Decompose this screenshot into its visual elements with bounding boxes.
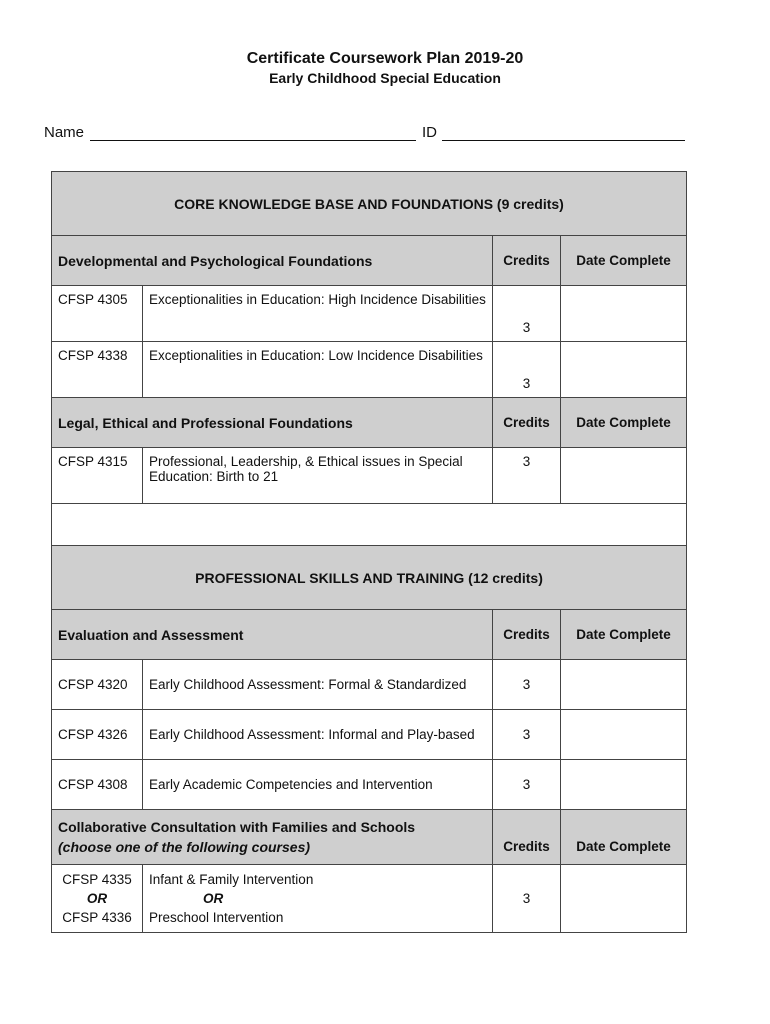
course-code: CFSP 4336 <box>62 910 132 925</box>
date-complete-cell[interactable] <box>561 660 687 710</box>
course-code: CFSP 4305 <box>52 286 143 342</box>
coursework-table <box>51 171 687 933</box>
date-complete-cell[interactable] <box>561 342 687 398</box>
course-credits: 3 <box>493 286 561 342</box>
group-header-developmental <box>52 236 687 286</box>
course-code-choice <box>52 865 143 933</box>
credits-header: Credits <box>493 810 561 865</box>
course-name: Early Childhood Assessment: Formal & Standardized <box>143 660 493 710</box>
spacer-cell <box>52 504 687 546</box>
date-complete-header: Date Complete <box>561 610 687 660</box>
table-row <box>52 760 687 810</box>
course-code: CFSP 4326 <box>52 710 143 760</box>
date-complete-cell[interactable] <box>561 710 687 760</box>
course-credits: 3 <box>493 660 561 710</box>
group-header-evaluation <box>52 610 687 660</box>
or-label: OR <box>203 891 224 906</box>
group-header-collaborative <box>52 810 687 865</box>
page-title: Certificate Coursework Plan 2019-20 <box>246 50 524 67</box>
section-header-core <box>52 172 687 236</box>
table-row <box>52 710 687 760</box>
credits-header: Credits <box>493 398 561 448</box>
course-name: Early Academic Competencies and Intervention <box>143 760 493 810</box>
course-name: Early Childhood Assessment: Informal and Play-based <box>143 710 493 760</box>
credits-header: Credits <box>493 610 561 660</box>
group-title: Evaluation and Assessment <box>52 610 493 660</box>
name-field[interactable] <box>90 140 416 141</box>
course-credits: 3 <box>493 448 561 504</box>
table-row <box>52 660 687 710</box>
group-title: Legal, Ethical and Professional Foundations <box>52 398 493 448</box>
group-title-cell <box>52 810 493 865</box>
table-row <box>52 448 687 504</box>
spacer-row <box>52 504 687 546</box>
date-complete-cell[interactable] <box>561 760 687 810</box>
course-name: Exceptionalities in Education: High Incidence Disabilities <box>143 286 493 342</box>
course-code: CFSP 4308 <box>52 760 143 810</box>
course-code: CFSP 4320 <box>52 660 143 710</box>
id-label: ID <box>422 124 437 141</box>
course-name: Infant & Family Intervention <box>149 872 314 887</box>
page-subtitle: Early Childhood Special Education <box>269 70 501 86</box>
course-name: Exceptionalities in Education: Low Incidence Disabilities <box>143 342 493 398</box>
course-code: CFSP 4338 <box>52 342 143 398</box>
group-header-legal <box>52 398 687 448</box>
course-name: Preschool Intervention <box>149 910 284 925</box>
name-label: Name <box>44 124 85 141</box>
date-complete-header: Date Complete <box>561 810 687 865</box>
section-title: PROFESSIONAL SKILLS AND TRAINING (12 credits) <box>52 546 687 610</box>
group-title: Collaborative Consultation with Families and Schools <box>58 819 416 835</box>
date-complete-header: Date Complete <box>561 236 687 286</box>
date-complete-header: Date Complete <box>561 398 687 448</box>
credits-header: Credits <box>493 236 561 286</box>
section-header-professional <box>52 546 687 610</box>
table-row-choice <box>52 865 687 933</box>
course-credits: 3 <box>493 865 561 933</box>
or-label: OR <box>86 891 108 906</box>
group-note: (choose one of the following courses) <box>58 839 311 855</box>
table-row <box>52 286 687 342</box>
course-credits: 3 <box>493 760 561 810</box>
date-complete-cell[interactable] <box>561 865 687 933</box>
course-code: CFSP 4315 <box>52 448 143 504</box>
course-code: CFSP 4335 <box>62 872 132 887</box>
course-credits: 3 <box>493 342 561 398</box>
course-credits: 3 <box>493 710 561 760</box>
date-complete-cell[interactable] <box>561 448 687 504</box>
course-name: Professional, Leadership, & Ethical issues in Special Education: Birth to 21 <box>143 448 493 504</box>
table-row <box>52 342 687 398</box>
section-title: CORE KNOWLEDGE BASE AND FOUNDATIONS (9 credits) <box>52 172 687 236</box>
course-name-choice <box>143 865 493 933</box>
date-complete-cell[interactable] <box>561 286 687 342</box>
group-title: Developmental and Psychological Foundations <box>52 236 493 286</box>
id-field[interactable] <box>442 140 685 141</box>
